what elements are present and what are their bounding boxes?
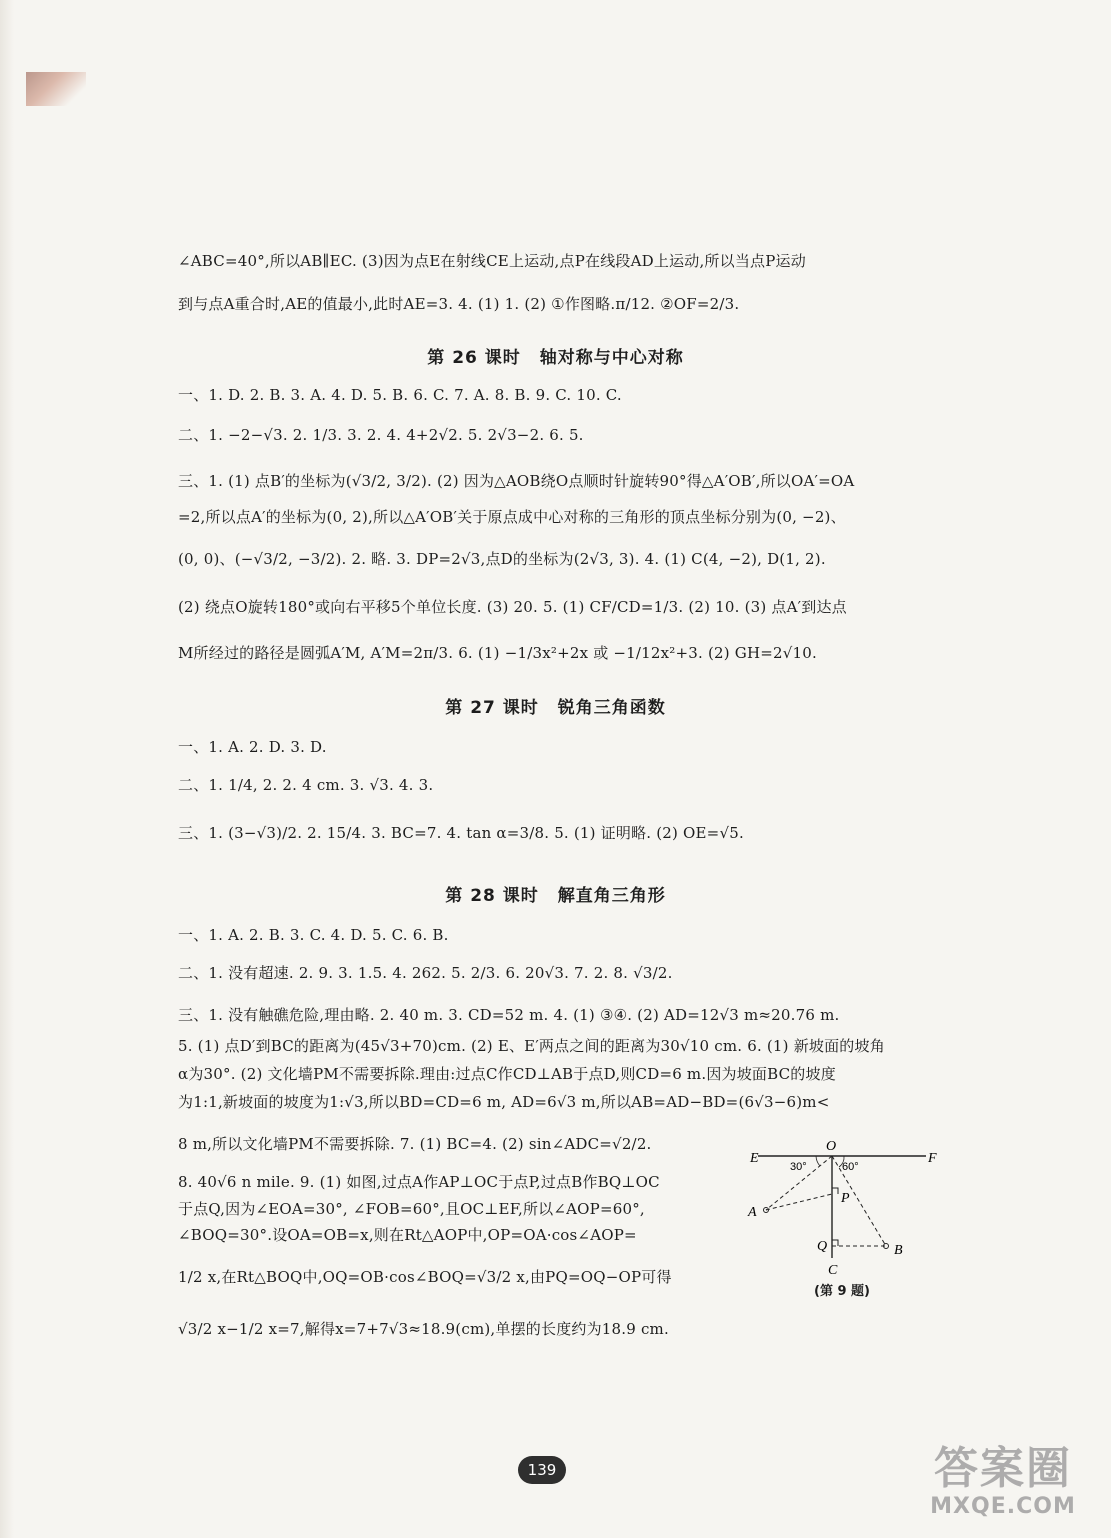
lesson-28-line-6: 为1:1,新坡面的坡度为1:√3,所以BD=CD=6 m, AD=6√3 m,所以AB=AD−BD=(6√3−6)m<	[178, 1093, 830, 1111]
label-A: A	[748, 1205, 757, 1220]
continuation-line-2: 到与点A重合时,AE的值最小,此时AE=3. 4. (1) 1. (2) ①作图略.π/12. ②OF=2/3.	[178, 295, 740, 313]
angle-arc-30	[816, 1156, 820, 1166]
label-angle-30: 30°	[790, 1161, 807, 1173]
watermark-logo	[905, 1444, 1101, 1526]
lesson-27-title: 锐角三角函数	[557, 698, 666, 718]
page-edge	[0, 0, 14, 1538]
lesson-28-title: 解直角三角形	[557, 886, 666, 906]
figure-caption: (第 9 题)	[814, 1284, 870, 1299]
lesson-26-title: 轴对称与中心对称	[539, 348, 684, 368]
lesson-28-line-8: 8. 40√6 n mile. 9. (1) 如图,过点A作AP⊥OC于点P,过点B作BQ⊥OC	[178, 1173, 660, 1191]
lesson-26-line-6: (2) 绕点O旋转180°或向右平移5个单位长度. (3) 20. 5. (1) CF/CD=1/3. (2) 10. (3) 点A′到达点	[178, 598, 847, 616]
lesson-28-heading	[0, 881, 1111, 906]
watermark-bottom: MXQE.COM	[930, 1494, 1076, 1519]
label-Q: Q	[817, 1239, 828, 1254]
page-number: 139	[518, 1456, 566, 1484]
watermark-top: 答案圈	[934, 1443, 1072, 1494]
lesson-27-line-3: 三、1. (3−√3)/2. 2. 15/4. 3. BC=7. 4. tan α=3/8. 5. (1) 证明略. (2) OE=√5.	[178, 824, 744, 842]
label-E: E	[750, 1151, 759, 1166]
right-angle-Q	[832, 1240, 838, 1246]
lesson-28-line-3: 三、1. 没有触礁危险,理由略. 2. 40 m. 3. CD=52 m. 4. (1) ③④. (2) AD=12√3 m≈20.76 m.	[178, 1006, 840, 1024]
lesson-26-line-2: 二、1. −2−√3. 2. 1/3. 3. 2. 4. 4+2√2. 5. 2√3−2. 6. 5.	[178, 426, 584, 444]
lesson-28-line-1: 一、1. A. 2. B. 3. C. 4. D. 5. C. 6. B.	[178, 926, 449, 944]
lesson-28-line-11: 1/2 x,在Rt△BOQ中,OQ=OB·cos∠BOQ=√3/2 x,由PQ=OQ−OP可得	[178, 1268, 672, 1286]
label-O: O	[826, 1139, 837, 1154]
continuation-line-1: ∠ABC=40°,所以AB∥EC. (3)因为点E在射线CE上运动,点P在线段AD上运动,所以当点P运动	[178, 252, 806, 270]
label-C: C	[828, 1263, 838, 1278]
lesson-26-line-3: 三、1. (1) 点B′的坐标为(√3/2, 3/2). (2) 因为△AOB绕O点顺时针旋转90°得△A′OB′,所以OA′=OA	[178, 472, 855, 490]
lesson-28-line-4: 5. (1) 点D′到BC的距离为(45√3+70)cm. (2) E、E′两点之间的距离为30√10 cm. 6. (1) 新坡面的坡角	[178, 1037, 885, 1055]
lesson-26-line-4: =2,所以点A′的坐标为(0, 2),所以△A′OB′关于原点成中心对称的三角形的顶点坐标分别为(0, −2)、	[178, 508, 846, 526]
corner-decoration	[26, 72, 86, 106]
lesson-28-line-9: 于点Q,因为∠EOA=30°, ∠FOB=60°,且OC⊥EF,所以∠AOP=60°,	[178, 1200, 645, 1218]
lesson-26-line-1: 一、1. D. 2. B. 3. A. 4. D. 5. B. 6. C. 7. A. 8. B. 9. C. 10. C.	[178, 386, 622, 404]
problem-9-figure	[744, 1138, 940, 1306]
label-P: P	[841, 1191, 850, 1206]
label-F: F	[928, 1151, 937, 1166]
lesson-26-number: 第 26 课时	[427, 348, 521, 368]
right-angle-P	[832, 1188, 838, 1194]
lesson-28-line-5: α为30°. (2) 文化墙PM不需要拆除.理由:过点C作CD⊥AB于点D,则CD=6 m.因为坡面BC的坡度	[178, 1065, 836, 1083]
lesson-27-heading	[0, 693, 1111, 718]
label-B: B	[894, 1243, 903, 1258]
lesson-28-line-2: 二、1. 没有超速. 2. 9. 3. 1.5. 4. 262. 5. 2/3. 6. 20√3. 7. 2. 8. √3/2.	[178, 964, 673, 982]
label-angle-60: 60°	[842, 1161, 859, 1173]
lesson-26-line-5: (0, 0)、(−√3/2, −3/2). 2. 略. 3. DP=2√3,点D的坐标为(2√3, 3). 4. (1) C(4, −2), D(1, 2).	[178, 550, 826, 568]
pendulum-diagram	[744, 1138, 940, 1280]
lesson-27-line-2: 二、1. 1/4, 2. 2. 4 cm. 3. √3. 4. 3.	[178, 776, 434, 794]
lesson-26-line-7: M所经过的路径是圆弧A′M, A′M=2π/3. 6. (1) −1/3x²+2x 或 −1/12x²+3. (2) GH=2√10.	[178, 644, 817, 662]
lesson-27-number: 第 27 课时	[445, 698, 539, 718]
lesson-26-heading	[0, 343, 1111, 368]
lesson-28-number: 第 28 课时	[445, 886, 539, 906]
lesson-28-line-7: 8 m,所以文化墙PM不需要拆除. 7. (1) BC=4. (2) sin∠ADC=√2/2.	[178, 1135, 652, 1153]
lesson-28-line-12: √3/2 x−1/2 x=7,解得x=7+7√3≈18.9(cm),单摆的长度约为18.9 cm.	[178, 1320, 669, 1338]
lesson-27-line-1: 一、1. A. 2. D. 3. D.	[178, 738, 327, 756]
lesson-28-line-10: ∠BOQ=30°.设OA=OB=x,则在Rt△AOP中,OP=OA·cos∠AOP=	[178, 1226, 637, 1244]
